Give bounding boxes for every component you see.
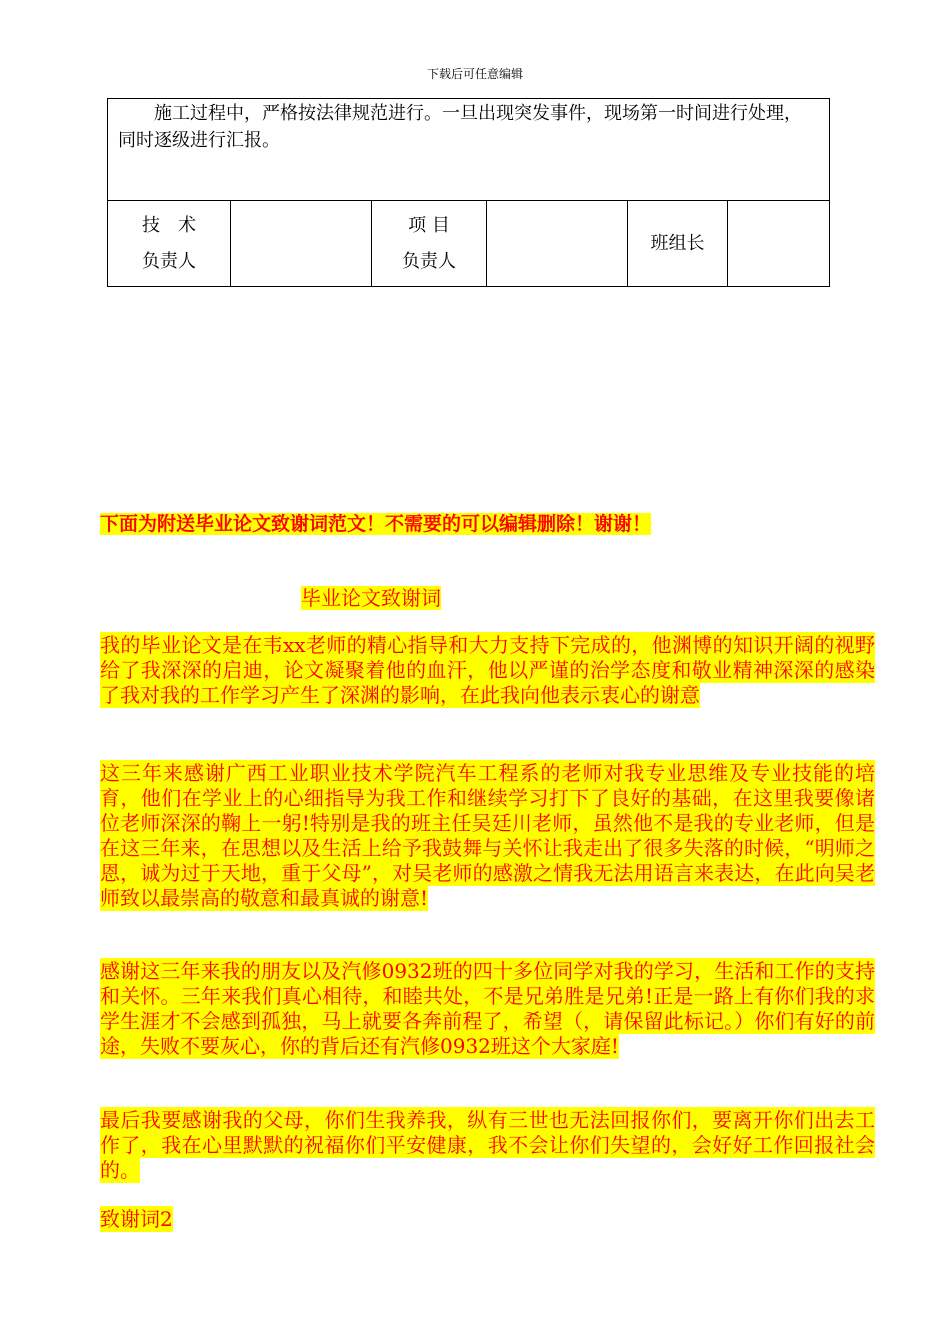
- thanks-paragraph-2-text: 这三年来感谢广西工业职业技术学院汽车工程系的老师对我专业思维及专业技能的培育，他们在学业上的心细指导为我工作和继续学习打下了良好的基础，在这里我要像诸位老师深深的鞠上一躬!特别是我的班主任吴廷川老师，虽然他不是我的专业老师，但是在这三年来，在思想以及生活上给予我鼓舞与关怀让我走出了很多失落的时候，“明师之恩，诚为过于天地，重于父母”，对吴老师的感激之情我无法用语言来表达，在此向吴老师致以最崇高的敬意和最真诚的谢意!: [100, 761, 875, 910]
- page-header-note: 下载后可任意编辑: [426, 67, 523, 81]
- project-lead-label: [372, 201, 487, 287]
- project-lead-label-line2: 负责人: [402, 250, 456, 272]
- appendix-notice-text: 下面为附送毕业论文致谢词范文！不需要的可以编辑删除！谢谢！: [100, 513, 652, 535]
- thanks-paragraph-3: [100, 959, 875, 1059]
- thanks-subtitle-2: [100, 1207, 875, 1232]
- thanks-title: [301, 584, 441, 612]
- tech-lead-signature-cell[interactable]: [231, 201, 372, 287]
- project-lead-label-line1: 项 目: [408, 214, 450, 236]
- form-signature-row: [108, 201, 830, 287]
- form-content-row: [108, 99, 830, 201]
- project-lead-signature-cell[interactable]: [487, 201, 628, 287]
- thanks-paragraph-4: [100, 1108, 875, 1183]
- thanks-paragraph-1: [100, 633, 875, 708]
- appendix-notice: [100, 510, 651, 538]
- thanks-paragraph-1-text: 我的毕业论文是在韦xx老师的精心指导和大力支持下完成的，他渊博的知识开阔的视野给了我深深的启迪，论文凝聚着他的血汗，他以严谨的治学态度和敬业精神深深的感染了我对我的工作学习产生了深渊的影响，在此我向他表示衷心的谢意: [100, 633, 875, 707]
- thanks-paragraph-3-text: 感谢这三年来我的朋友以及汽修0932班的四十多位同学对我的学习，生活和工作的支持和关怀。三年来我们真心相待，和睦共处，不是兄弟胜是兄弟!正是一路上有你们我的求学生涯才不会感到孤独，马上就要各奔前程了，希望（，请保留此标记。）你们有好的前途，失败不要灰心，你的背后还有汽修0932班这个大家庭!: [100, 959, 875, 1058]
- team-leader-signature-cell[interactable]: [728, 201, 830, 287]
- thanks-subtitle-2-text: 致谢词2: [100, 1207, 173, 1231]
- tech-lead-label-line2: 负责人: [142, 250, 196, 272]
- tech-lead-label-line1: 技 术: [142, 214, 196, 236]
- team-leader-label: 班组长: [628, 201, 728, 287]
- thanks-paragraph-4-text: 最后我要感谢我的父母，你们生我养我，纵有三世也无法回报你们，要离开你们出去工作了，我在心里默默的祝福你们平安健康，我不会让你们失望的，会好好工作回报社会的。: [100, 1108, 875, 1182]
- thanks-title-text: 毕业论文致谢词: [301, 586, 441, 610]
- thanks-paragraph-2: [100, 761, 875, 911]
- construction-note-text: 施工过程中，严格按法律规范进行。一旦出现突发事件，现场第一时间进行处理，同时逐级进行汇报。: [118, 103, 802, 151]
- signature-form-table: [107, 98, 830, 287]
- tech-lead-label: [108, 201, 231, 287]
- form-content-cell: [108, 99, 830, 201]
